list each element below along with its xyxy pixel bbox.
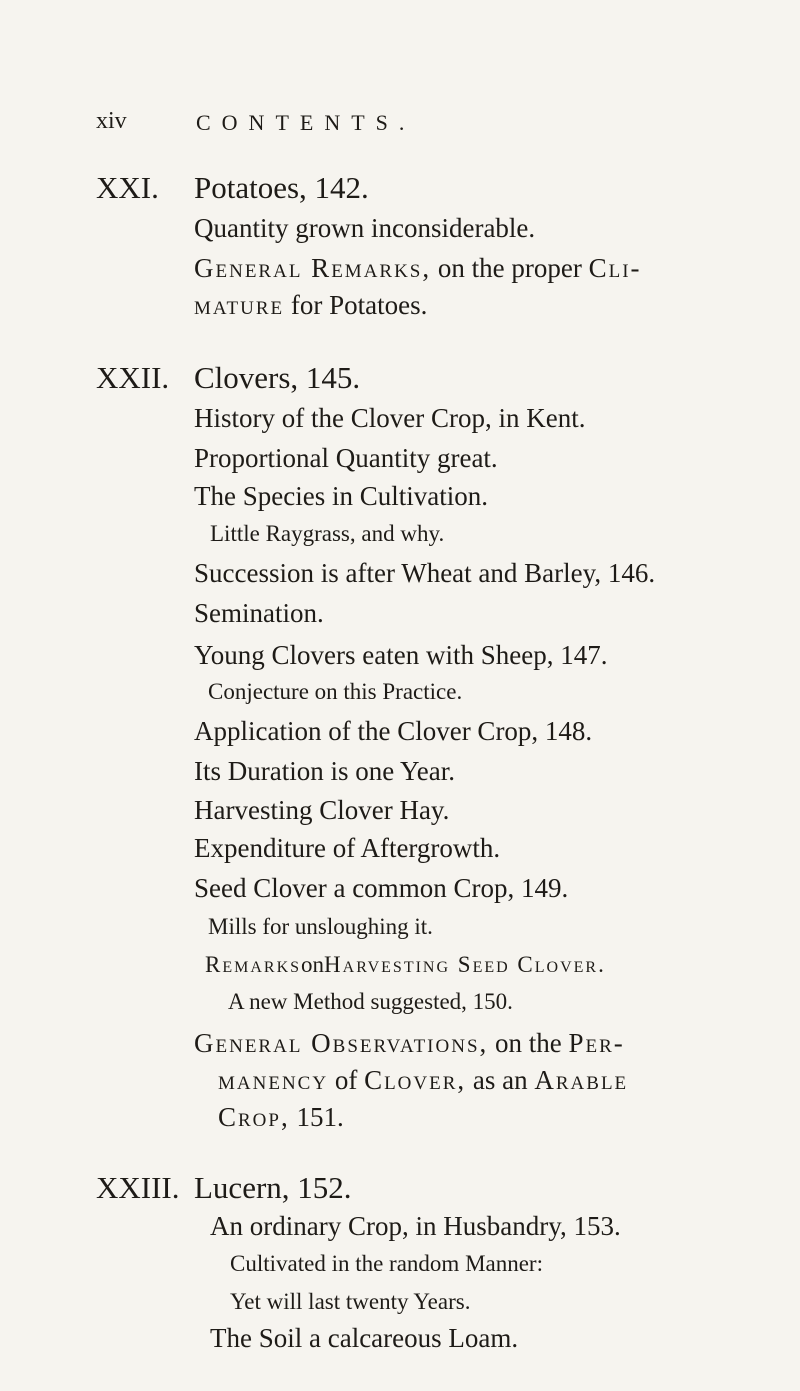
toc-entry: Semination. xyxy=(194,598,324,628)
toc-entry: Proportional Quantity great. xyxy=(194,443,498,473)
toc-entry: History of the Clover Crop, in Kent. xyxy=(194,403,586,433)
toc-subentry: Mills for unsloughing it. xyxy=(208,914,433,939)
toc-entry: Expenditure of Aftergrowth. xyxy=(194,833,501,863)
toc-entry: Quantity grown inconsiderable. xyxy=(194,213,536,243)
chapter-number: XXII. xyxy=(96,360,170,395)
toc-entry: mature for Potatoes. xyxy=(194,290,428,320)
toc-entry: General Remarks, on the proper Cli- xyxy=(194,253,642,283)
toc-entry: Young Clovers eaten with Sheep, 147. xyxy=(194,640,608,670)
toc-entry: Succession is after Wheat and Barley, 146. xyxy=(194,558,656,588)
toc-entry: Harvesting Clover Hay. xyxy=(194,795,450,825)
page-number: xiv xyxy=(96,108,127,134)
toc-entry: Crop, 151. xyxy=(218,1102,344,1132)
chapter-title: Clovers, 145. xyxy=(194,360,361,395)
toc-entry: manency of Clover, as an Arable xyxy=(218,1065,629,1095)
running-title: CONTENTS. xyxy=(196,110,416,135)
toc-subentry: Yet will last twenty Years. xyxy=(230,1289,471,1314)
toc-entry: The Species in Cultivation. xyxy=(194,481,488,511)
toc-subentry: Conjecture on this Practice. xyxy=(208,679,463,704)
toc-subentry: RemarksonHarvesting Seed Clover. xyxy=(205,952,606,977)
running-header xyxy=(96,108,716,148)
chapter-number: XXIII. xyxy=(96,1170,180,1205)
toc-entry: An ordinary Crop, in Husbandry, 153. xyxy=(210,1211,621,1241)
chapter-title: Potatoes, 142. xyxy=(194,170,369,205)
toc-subentry: A new Method suggested, 150. xyxy=(228,989,513,1014)
toc-entry: Seed Clover a common Crop, 149. xyxy=(194,873,569,903)
toc-subentry: Little Raygrass, and why. xyxy=(210,521,445,546)
toc-entry: General Observations, on the Per- xyxy=(194,1028,625,1058)
chapter-number: XXI. xyxy=(96,170,159,205)
chapter-title: Lucern, 152. xyxy=(194,1170,352,1205)
toc-entry: Its Duration is one Year. xyxy=(194,756,455,786)
toc-entry: Application of the Clover Crop, 148. xyxy=(194,716,593,746)
toc-subentry: Cultivated in the random Manner: xyxy=(230,1251,543,1276)
toc-entry: The Soil a calcareous Loam. xyxy=(210,1323,519,1353)
